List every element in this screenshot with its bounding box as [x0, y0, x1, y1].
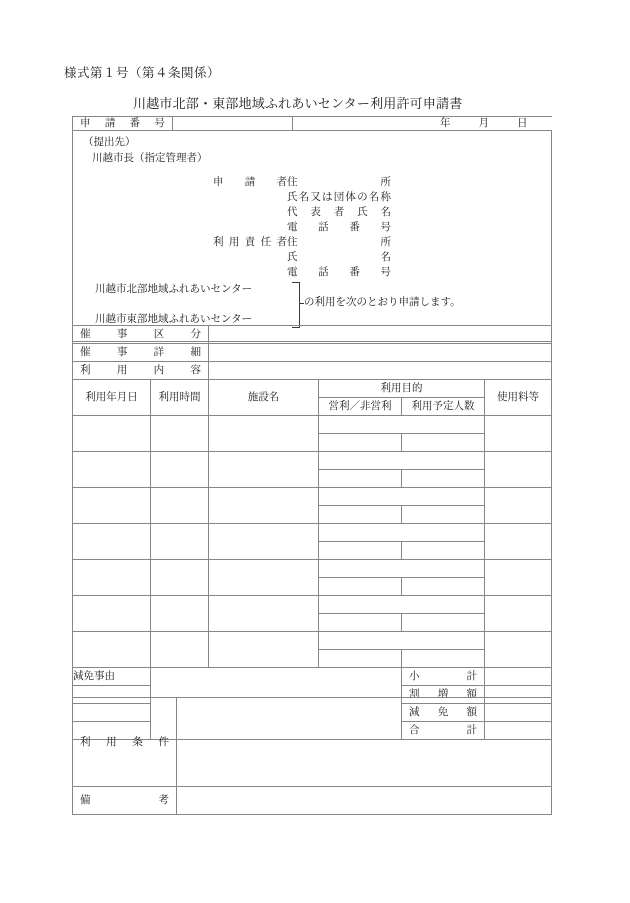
applicant-representative-row[interactable]	[213, 205, 551, 220]
applicant-name-label: 氏名又は団体の名称	[287, 191, 391, 204]
responsible-address-row[interactable]	[213, 235, 551, 250]
column-header-facility-name: 施設名	[209, 380, 319, 416]
cell-purpose-top[interactable]	[319, 524, 485, 542]
application-number-label: 申 請 番 号	[80, 117, 165, 129]
applicant-spacer-2	[213, 205, 287, 220]
cell-purpose-top[interactable]	[319, 596, 485, 614]
cell-people[interactable]	[402, 614, 485, 632]
cell-people[interactable]	[402, 506, 485, 524]
addressee-name: 川越市長（指定管理者）	[92, 151, 208, 164]
table-row	[73, 524, 552, 542]
conditions-table	[72, 697, 552, 815]
summary-surcharge-label: 割 増 額	[409, 688, 478, 701]
applicant-section-table	[72, 116, 552, 342]
applicant-who-label: 申 請 者	[213, 176, 287, 189]
applicant-address-label: 住 所	[287, 176, 391, 189]
applicant-phone-label: 電 話 番 号	[287, 220, 391, 233]
cell-facility-name[interactable]	[209, 560, 319, 596]
summary-total-label: 合 計	[409, 724, 478, 737]
addressee-applicant-row	[73, 130, 552, 342]
remarks-row	[73, 787, 552, 815]
remarks-input[interactable]	[177, 787, 552, 815]
cell-purpose-top[interactable]	[319, 632, 485, 650]
cell-time[interactable]	[151, 416, 209, 452]
cell-purpose-top[interactable]	[319, 452, 485, 470]
responsible-who-label: 利用責任者	[213, 235, 287, 248]
summary-row-subtotal	[73, 668, 552, 686]
event-type-label: 催 事 区 分	[80, 328, 202, 341]
usage-conditions-row	[73, 698, 552, 787]
summary-value-subtotal[interactable]	[485, 668, 552, 686]
event-detail-row	[73, 344, 552, 362]
page-title: 川越市北部・東部地域ふれあいセンター利用許可申請書	[133, 97, 463, 112]
cell-facility-name[interactable]	[209, 596, 319, 632]
cell-date[interactable]	[73, 452, 151, 488]
column-header-purpose-group: 利用目的	[319, 380, 485, 398]
responsible-phone-row[interactable]	[213, 265, 551, 280]
usage-content-input[interactable]	[209, 362, 552, 380]
cell-date[interactable]	[73, 596, 151, 632]
column-header-purpose-profit: 営利／非営利	[319, 398, 402, 416]
column-header-fee: 使用料等	[485, 380, 552, 416]
facility-statement: の利用を次のとおり申請します。	[304, 296, 461, 309]
column-header-purpose-people: 利用予定人数	[402, 398, 485, 416]
cell-time[interactable]	[151, 632, 209, 668]
column-header-date: 利用年月日	[73, 380, 151, 416]
cell-fee[interactable]	[485, 488, 552, 524]
application-number-input[interactable]	[173, 117, 293, 131]
event-detail-label-cell	[73, 344, 209, 362]
responsible-name-label: 氏 名	[287, 250, 391, 263]
cell-profit[interactable]	[319, 434, 402, 452]
form-number: 様式第１号（第４条関係）	[64, 65, 221, 80]
summary-label-subtotal	[402, 668, 485, 686]
applicant-detail-cell	[73, 130, 552, 342]
applicant-address-row[interactable]	[213, 175, 551, 190]
usage-content-label-cell	[73, 362, 209, 380]
cell-profit[interactable]	[319, 506, 402, 524]
cell-profit[interactable]	[319, 470, 402, 488]
cell-purpose-top[interactable]	[319, 416, 485, 434]
brace-icon	[292, 282, 300, 328]
table-row	[73, 416, 552, 434]
cell-people[interactable]	[402, 650, 485, 668]
cell-fee[interactable]	[485, 596, 552, 632]
table-row	[73, 452, 552, 470]
table-row	[73, 488, 552, 506]
date-fields	[293, 117, 552, 130]
event-type-label-cell	[73, 326, 209, 344]
cell-date[interactable]	[73, 524, 151, 560]
cell-profit[interactable]	[319, 650, 402, 668]
remarks-label: 備 考	[80, 794, 169, 807]
facility-option-north[interactable]: 川越市北部地域ふれあいセンター	[95, 283, 253, 296]
usage-conditions-label: 利 用 条 件	[80, 735, 169, 748]
cell-fee[interactable]	[485, 452, 552, 488]
cell-people[interactable]	[402, 434, 485, 452]
applicant-representative-label: 代 表 者 氏 名	[287, 205, 391, 218]
usage-conditions-label-cell	[73, 698, 177, 787]
applicant-phone-row[interactable]	[213, 220, 551, 235]
addressee-block	[73, 131, 551, 167]
cell-time[interactable]	[151, 488, 209, 524]
facility-option-east[interactable]: 川越市東部地域ふれあいセンター	[95, 313, 253, 326]
cell-profit[interactable]	[319, 542, 402, 560]
column-header-time: 利用時間	[151, 380, 209, 416]
cell-people[interactable]	[402, 578, 485, 596]
table-row	[73, 632, 552, 650]
usage-conditions-input[interactable]	[177, 698, 552, 787]
cell-date[interactable]	[73, 488, 151, 524]
cell-people[interactable]	[402, 470, 485, 488]
remarks-label-cell	[73, 787, 177, 815]
cell-fee[interactable]	[485, 632, 552, 668]
applicant-fields	[73, 175, 551, 279]
responsible-spacer-1	[213, 250, 287, 265]
cell-date[interactable]	[73, 416, 151, 452]
event-detail-label: 催 事 詳 細	[80, 346, 202, 359]
cell-purpose-top[interactable]	[319, 560, 485, 578]
cell-facility-name[interactable]	[209, 632, 319, 668]
reduction-reason-label-cell	[73, 668, 151, 686]
table-row	[73, 596, 552, 614]
cell-fee[interactable]	[485, 416, 552, 452]
responsible-address-label: 住 所	[287, 235, 391, 248]
date-cell[interactable]	[293, 117, 552, 131]
responsible-spacer-2	[213, 265, 287, 280]
application-number-label-cell	[73, 117, 173, 131]
cell-date[interactable]	[73, 632, 151, 668]
applicant-spacer-3	[213, 220, 287, 235]
date-day-label: 日	[517, 117, 528, 129]
cell-facility-name[interactable]	[209, 488, 319, 524]
cell-date[interactable]	[73, 560, 151, 596]
summary-reduction-label: 減 免 額	[409, 706, 478, 719]
cell-facility-name[interactable]	[209, 524, 319, 560]
cell-time[interactable]	[151, 560, 209, 596]
cell-fee[interactable]	[485, 560, 552, 596]
event-detail-input[interactable]	[209, 344, 552, 362]
cell-time[interactable]	[151, 524, 209, 560]
addressee-to-label: （提出先）	[83, 135, 136, 148]
responsible-phone-label: 電 話 番 号	[287, 265, 391, 278]
reduction-reason-label: 減免事由	[73, 670, 115, 683]
event-type-input[interactable]	[209, 326, 552, 344]
cell-time[interactable]	[151, 596, 209, 632]
summary-subtotal-label: 小 計	[409, 670, 478, 683]
table-row	[73, 560, 552, 578]
cell-facility-name[interactable]	[209, 416, 319, 452]
cell-purpose-top[interactable]	[319, 488, 485, 506]
event-type-row	[73, 326, 552, 344]
usage-header-row-1	[73, 380, 552, 398]
usage-content-row	[73, 362, 552, 380]
date-year-label: 年	[440, 117, 451, 129]
responsible-name-row[interactable]	[213, 250, 551, 265]
usage-content-label: 利 用 内 容	[80, 364, 202, 377]
cell-facility-name[interactable]	[209, 452, 319, 488]
cell-profit[interactable]	[319, 614, 402, 632]
applicant-spacer-1	[213, 190, 287, 205]
cell-profit[interactable]	[319, 578, 402, 596]
cell-people[interactable]	[402, 542, 485, 560]
application-number-row	[73, 117, 552, 131]
usage-table	[72, 325, 552, 740]
cell-fee[interactable]	[485, 524, 552, 560]
date-month-label: 月	[478, 117, 489, 129]
applicant-name-row[interactable]	[213, 190, 551, 205]
cell-time[interactable]	[151, 452, 209, 488]
